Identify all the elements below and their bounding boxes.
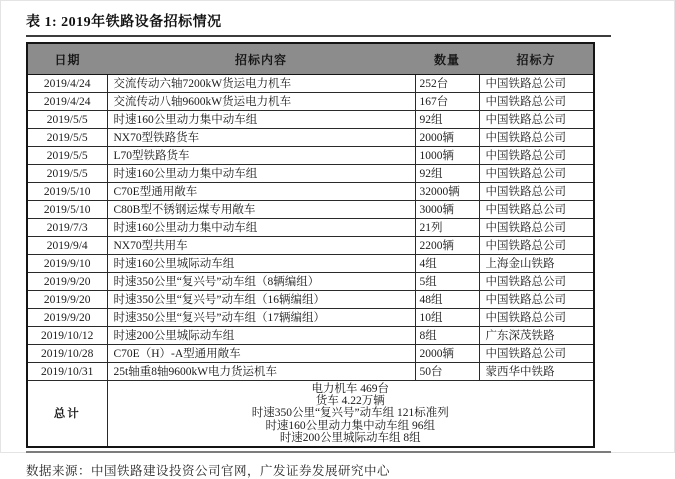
date-cell: 2019/9/20 bbox=[27, 291, 107, 309]
table-row bbox=[27, 93, 594, 111]
content-cell: 25t轴重8轴9600kW电力货运机车 bbox=[107, 363, 415, 381]
table-row bbox=[27, 273, 594, 291]
quantity-cell: 10组 bbox=[415, 309, 479, 327]
party-cell: 蒙西华中铁路 bbox=[479, 363, 594, 381]
party-cell: 中国铁路总公司 bbox=[479, 93, 594, 111]
content-cell: NX70型共用车 bbox=[107, 237, 415, 255]
table-row bbox=[27, 201, 594, 219]
table-row bbox=[27, 129, 594, 147]
header-date: 日期 bbox=[27, 43, 107, 75]
date-cell: 2019/10/28 bbox=[27, 345, 107, 363]
date-cell: 2019/5/5 bbox=[27, 165, 107, 183]
content-cell: NX70型铁路货车 bbox=[107, 129, 415, 147]
quantity-cell: 2200辆 bbox=[415, 237, 479, 255]
date-cell: 2019/5/10 bbox=[27, 183, 107, 201]
content-cell: 时速350公里“复兴号”动车组（17辆编组） bbox=[107, 309, 415, 327]
quantity-cell: 2000辆 bbox=[415, 129, 479, 147]
date-cell: 2019/5/10 bbox=[27, 201, 107, 219]
data-source-note: 数据来源：中国铁路建设投资公司官网，广发证券发展研究中心 bbox=[26, 464, 391, 479]
date-cell: 2019/9/10 bbox=[27, 255, 107, 273]
header-quantity: 数量 bbox=[415, 43, 479, 75]
quantity-cell: 4组 bbox=[415, 255, 479, 273]
quantity-cell: 92组 bbox=[415, 165, 479, 183]
content-cell: 时速160公里动力集中动车组 bbox=[107, 219, 415, 237]
table-row bbox=[27, 165, 594, 183]
party-cell: 中国铁路总公司 bbox=[479, 183, 594, 201]
quantity-cell: 32000辆 bbox=[415, 183, 479, 201]
table-row bbox=[27, 309, 594, 327]
date-cell: 2019/4/24 bbox=[27, 75, 107, 93]
content-cell: 时速160公里动力集中动车组 bbox=[107, 111, 415, 129]
party-cell: 中国铁路总公司 bbox=[479, 111, 594, 129]
party-cell: 中国铁路总公司 bbox=[479, 237, 594, 255]
quantity-cell: 1000辆 bbox=[415, 147, 479, 165]
content-cell: C80B型不锈钢运煤专用敞车 bbox=[107, 201, 415, 219]
summary-line: 时速160公里动力集中动车组 96组 bbox=[265, 419, 436, 432]
quantity-cell: 92组 bbox=[415, 111, 479, 129]
date-cell: 2019/9/4 bbox=[27, 237, 107, 255]
content-cell: C70E型通用敞车 bbox=[107, 183, 415, 201]
date-cell: 2019/5/5 bbox=[27, 129, 107, 147]
party-cell: 中国铁路总公司 bbox=[479, 147, 594, 165]
date-cell: 2019/5/5 bbox=[27, 147, 107, 165]
table-row bbox=[27, 219, 594, 237]
table-row bbox=[27, 327, 594, 345]
summary-line: 时速200公里城际动车组 8组 bbox=[279, 431, 421, 444]
table-header-row bbox=[27, 43, 594, 75]
date-cell: 2019/10/31 bbox=[27, 363, 107, 381]
party-cell: 上海金山铁路 bbox=[479, 255, 594, 273]
party-cell: 中国铁路总公司 bbox=[479, 201, 594, 219]
header-party: 招标方 bbox=[479, 43, 594, 75]
table-row bbox=[27, 255, 594, 273]
table-row bbox=[27, 147, 594, 165]
date-cell: 2019/5/5 bbox=[27, 111, 107, 129]
quantity-cell: 252台 bbox=[415, 75, 479, 93]
summary-cell bbox=[107, 381, 594, 448]
summary-row bbox=[27, 381, 594, 448]
party-cell: 中国铁路总公司 bbox=[479, 129, 594, 147]
date-cell: 2019/9/20 bbox=[27, 309, 107, 327]
content-cell: 交流传动八轴9600kW货运电力机车 bbox=[107, 93, 415, 111]
quantity-cell: 2000辆 bbox=[415, 345, 479, 363]
party-cell: 中国铁路总公司 bbox=[479, 165, 594, 183]
summary-line: 时速350公里“复兴号”动车组 121标准列 bbox=[251, 407, 449, 420]
date-cell: 2019/9/20 bbox=[27, 273, 107, 291]
content-cell: L70型铁路货车 bbox=[107, 147, 415, 165]
table-title: 表 1: 2019年铁路设备招标情况 bbox=[26, 15, 222, 30]
table-row bbox=[27, 345, 594, 363]
party-cell: 中国铁路总公司 bbox=[479, 309, 594, 327]
header-content: 招标内容 bbox=[107, 43, 415, 75]
table-body bbox=[27, 75, 594, 381]
party-cell: 广东深茂铁路 bbox=[479, 327, 594, 345]
quantity-cell: 5组 bbox=[415, 273, 479, 291]
table-row bbox=[27, 363, 594, 381]
quantity-cell: 8组 bbox=[415, 327, 479, 345]
quantity-cell: 3000辆 bbox=[415, 201, 479, 219]
content-cell: 时速200公里城际动车组 bbox=[107, 327, 415, 345]
content-cell: 时速160公里动力集中动车组 bbox=[107, 165, 415, 183]
date-cell: 2019/7/3 bbox=[27, 219, 107, 237]
content-cell: 交流传动六轴7200kW货运电力机车 bbox=[107, 75, 415, 93]
title-divider bbox=[26, 35, 611, 37]
quantity-cell: 48组 bbox=[415, 291, 479, 309]
party-cell: 中国铁路总公司 bbox=[479, 273, 594, 291]
content-cell: 时速350公里“复兴号”动车组（16辆编组） bbox=[107, 291, 415, 309]
party-cell: 中国铁路总公司 bbox=[479, 219, 594, 237]
content-cell: 时速160公里城际动车组 bbox=[107, 255, 415, 273]
quantity-cell: 21列 bbox=[415, 219, 479, 237]
date-cell: 2019/4/24 bbox=[27, 93, 107, 111]
party-cell: 中国铁路总公司 bbox=[479, 345, 594, 363]
date-cell: 2019/10/12 bbox=[27, 327, 107, 345]
content-cell: C70E（H）-A型通用敞车 bbox=[107, 345, 415, 363]
quantity-cell: 167台 bbox=[415, 93, 479, 111]
table-row bbox=[27, 183, 594, 201]
party-cell: 中国铁路总公司 bbox=[479, 291, 594, 309]
table-row bbox=[27, 291, 594, 309]
party-cell: 中国铁路总公司 bbox=[479, 75, 594, 93]
summary-label: 总计 bbox=[27, 381, 107, 448]
table-row bbox=[27, 111, 594, 129]
quantity-cell: 50台 bbox=[415, 363, 479, 381]
table-row bbox=[27, 237, 594, 255]
content-cell: 时速350公里“复兴号”动车组（8辆编组） bbox=[107, 273, 415, 291]
tender-table bbox=[26, 42, 595, 448]
summary-line: 货车 4.22万辆 bbox=[315, 395, 385, 408]
table-row bbox=[27, 75, 594, 93]
summary-line: 电力机车 469台 bbox=[311, 383, 390, 395]
